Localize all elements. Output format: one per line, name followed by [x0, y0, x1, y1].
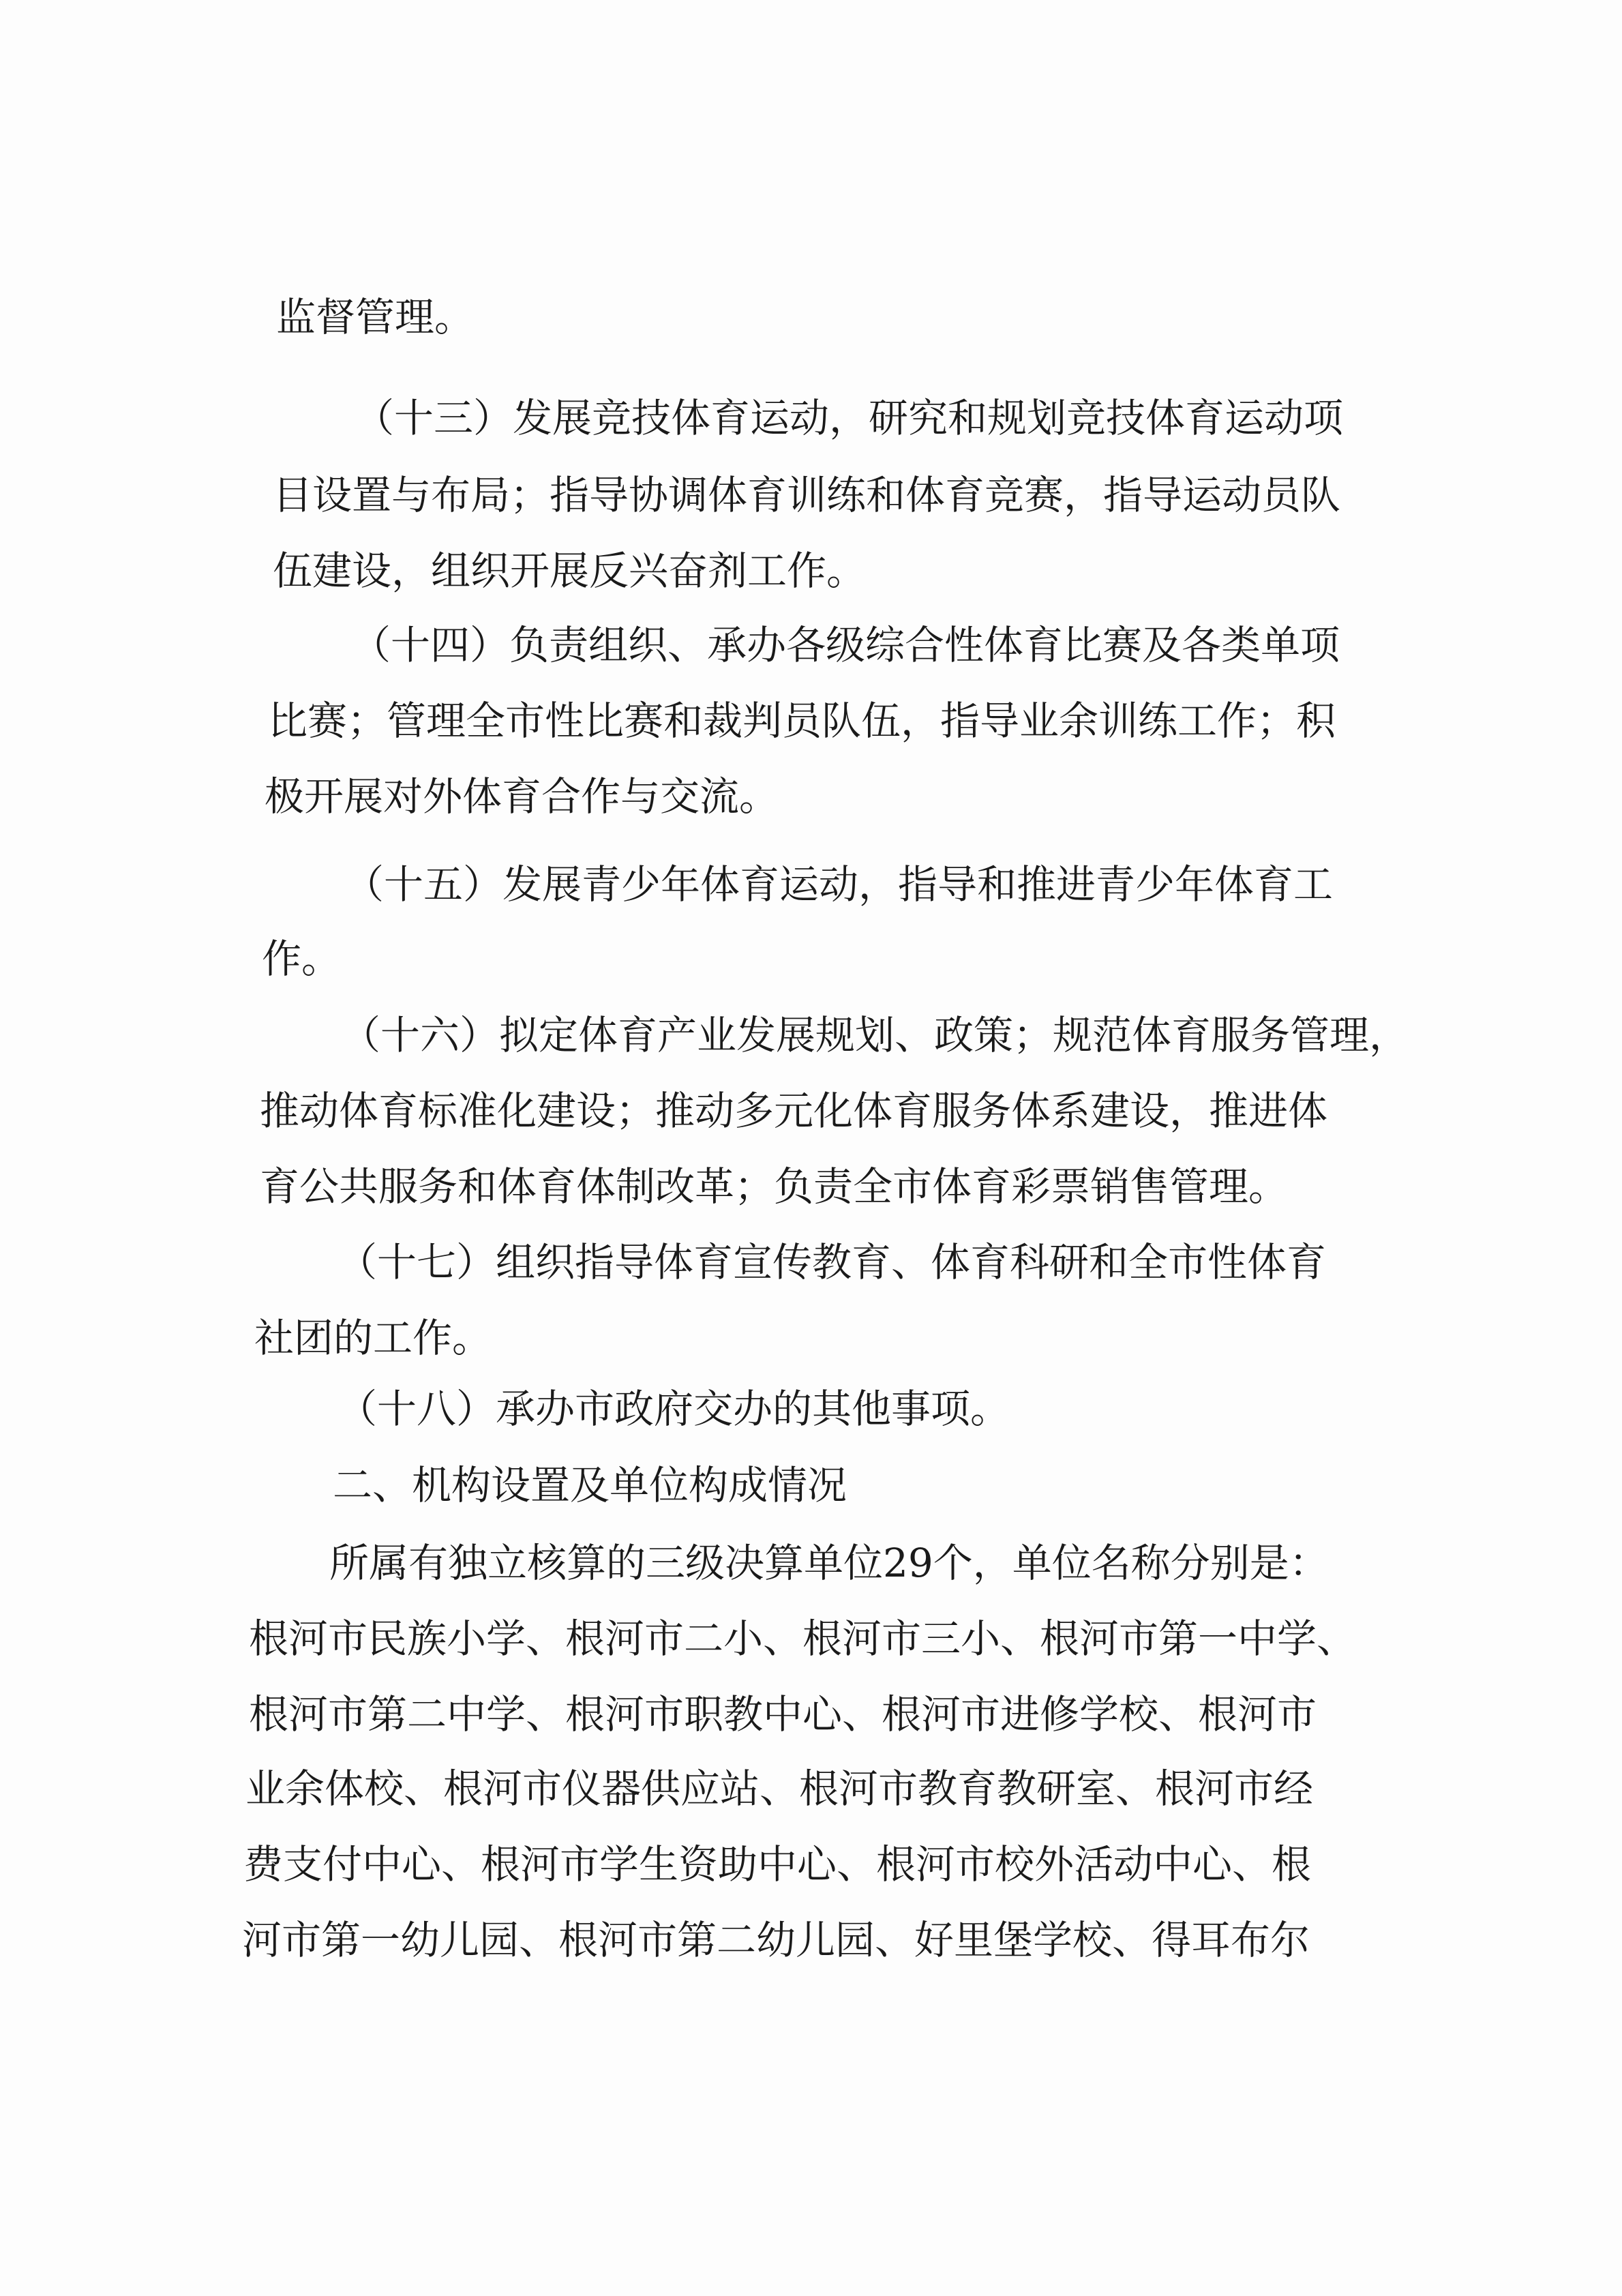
text-line: 目设置与布局；指导协调体育训练和体育竞赛，指导运动员队 — [273, 472, 1341, 518]
text-line: 根河市第二中学、根河市职教中心、根河市进修学校、根河市 — [249, 1691, 1317, 1738]
text-line: 费支付中心、根河市学生资助中心、根河市校外活动中心、根 — [243, 1841, 1312, 1888]
text-line: 社团的工作。 — [254, 1315, 492, 1361]
text-line: 育公共服务和体育体制改革；负责全市体育彩票销售管理。 — [260, 1163, 1289, 1210]
text-line: 根河市民族小学、根河市二小、根河市三小、根河市第一中学、 — [249, 1615, 1357, 1662]
text-line: （十八）承办市政府交办的其他事项。 — [337, 1386, 1010, 1432]
text-line: 伍建设，组织开展反兴奋剂工作。 — [273, 548, 867, 594]
text-line: 作。 — [262, 936, 342, 982]
text-line: （十四）负责组织、承办各级综合性体育比赛及各类单项 — [351, 622, 1340, 668]
text-line: （十六）拟定体育产业发展规划、政策；规范体育服务管理， — [341, 1012, 1409, 1058]
text-line: 业余体校、根河市仪器供应站、根河市教育教研室、根河市经 — [245, 1765, 1314, 1812]
text-line: 推动体育标准化建设；推动多元化体育服务体系建设，推进体 — [260, 1088, 1328, 1134]
section-heading: 二、机构设置及单位构成情况 — [333, 1462, 847, 1508]
text-line: （十三）发展竞技体育运动，研究和规划竞技体育运动项 — [355, 395, 1344, 441]
text-line: 比赛；管理全市性比赛和裁判员队伍，指导业余训练工作；积 — [268, 698, 1336, 744]
text-line: （十五）发展青少年体育运动，指导和推进青少年体育工 — [344, 861, 1334, 908]
text-line: 河市第一幼儿园、根河市第二幼儿园、好里堡学校、得耳布尔 — [242, 1917, 1310, 1963]
text-line: （十七）组织指导体育宣传教育、体育科研和全市性体育 — [337, 1239, 1327, 1285]
text-line: 极开展对外体育合作与交流。 — [265, 773, 779, 820]
text-line: 监督管理。 — [276, 294, 475, 340]
text-line: 所属有独立核算的三级决算单位29个，单位名称分别是： — [329, 1540, 1329, 1586]
